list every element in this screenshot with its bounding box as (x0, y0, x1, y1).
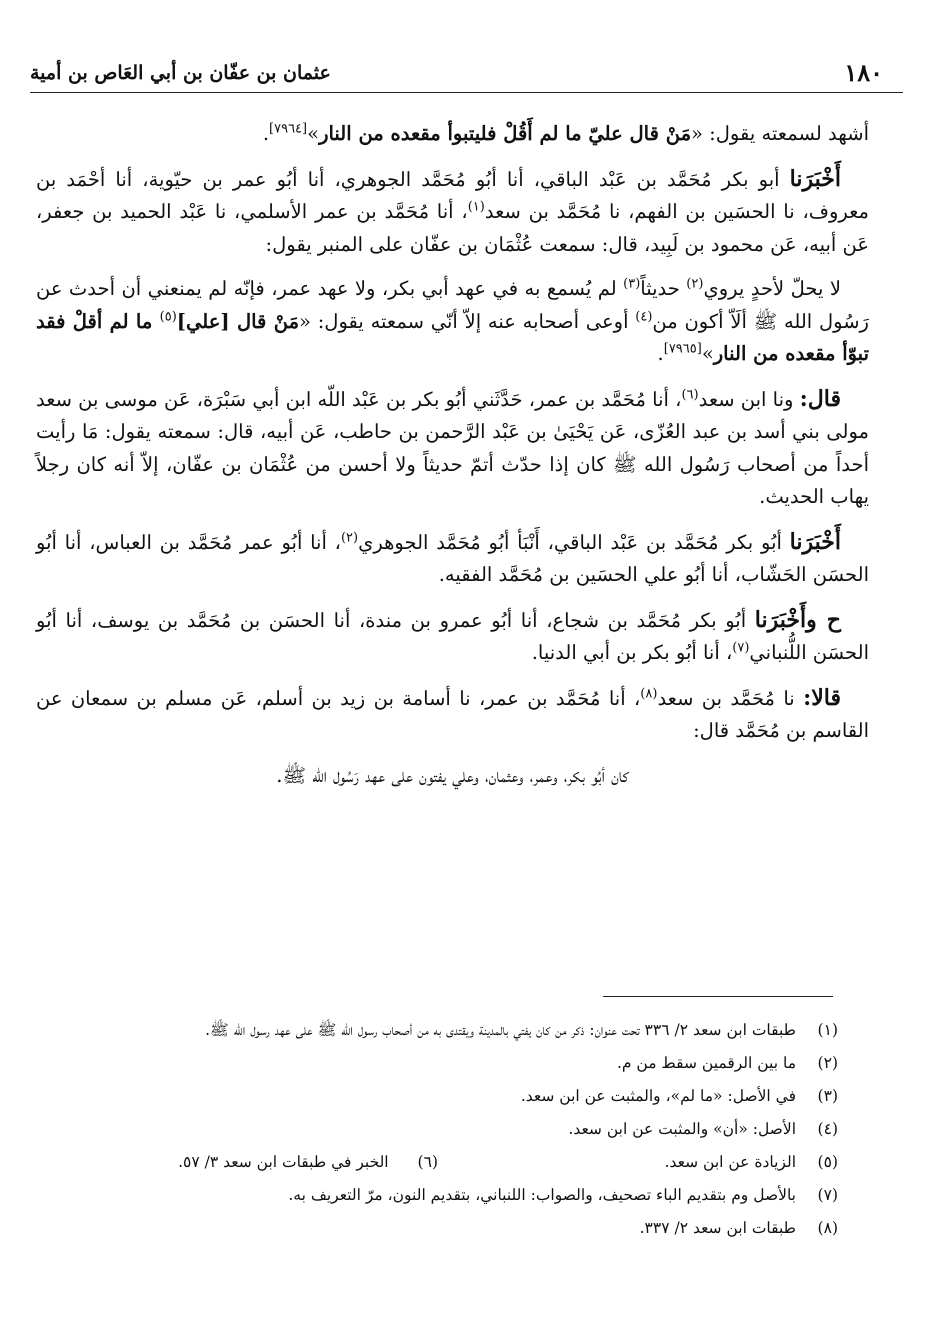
footnote-8 (36, 1214, 838, 1242)
text-segment: . (657, 342, 664, 365)
footnote-marker: (٧) (732, 640, 750, 656)
text-segment: أشهد لسمعته يقول: « (691, 122, 869, 145)
text-segment: » (307, 122, 320, 145)
page-number: ١٨٠ (844, 58, 883, 87)
transmission-keyword: ح وأَخْبَرَنا (754, 606, 841, 633)
text-segment: لا يحلّ لأحدٍ يروي (703, 277, 841, 300)
text-segment: لم يُسمع به في عهد أبي بكر، ولا عهد عمر، فإنّه لم يمنعني أن أحدث عن رَسُول الله ﷺ ألَاّ أكون من (36, 277, 869, 333)
footnote-number: (٢) (817, 1054, 838, 1072)
footnote-text: الزيادة عن ابن سعد. (664, 1153, 796, 1171)
text-segment: ، أنا أبُو بكر بن أبي الدنيا. (531, 641, 733, 664)
page-header (30, 52, 903, 93)
transmission-keyword: أَخْبَرَنا (789, 528, 841, 555)
paragraph-7 (36, 682, 869, 748)
transmission-keyword: قال: (799, 385, 841, 412)
paragraph-6 (36, 604, 869, 670)
footnote-7 (36, 1181, 838, 1209)
text-segment: كان أبُو بكر، وعمر، وعثمان، وعلي يفتون على عهد رَسُول الله ﷺ. (276, 763, 629, 787)
footnote-number: (٨) (817, 1219, 838, 1237)
text-segment: أبو بكر مُحَمَّد بن عَبْد الباقي، أنا أبُو مُحَمَّد الجوهري، أنا أبُو عمر بن حيّوية، أنا أحْمَد بن معروف، نا الحسَين بن الفهم، نا مُحَمَّد بن سعد (36, 167, 869, 223)
text-segment: نا مُحَمَّد بن سعد (657, 686, 804, 710)
text-segment: ، أنا مُحَمَّد بن عمر الأسلمي، نا عَبْد الحميد بن جعفر، عَن أبيه، عَن محمود بن لَبِيد، قال: سمعت عُثْمَان بن عفّان على المنبر يقول: (36, 200, 869, 256)
text-segment: ، أنا أبُو عمر مُحَمَّد بن العباس، أنا أبُو الحسَن الحَشّاب، أنا أبُو علي الحسَين بن مُحَمَّد الفقيه. (36, 530, 869, 586)
text-segment: حديثاً (640, 277, 687, 300)
paragraph-2 (36, 163, 869, 262)
footnotes (36, 1016, 838, 1247)
footnote-text: طبقات ابن سعد ٢/ ٣٣٧. (639, 1219, 796, 1237)
footnote-1 (36, 1016, 838, 1044)
text-segment: . (262, 122, 270, 145)
footnote-2 (36, 1049, 838, 1077)
footnote-number: (٣) (817, 1087, 838, 1105)
footnote-text: الأصل: «أن» والمثبت عن ابن سعد. (568, 1120, 796, 1138)
footnote-text: ما بين الرقمين سقط من م. (616, 1054, 796, 1072)
paragraph-4 (36, 383, 869, 514)
footnote-marker: (٢) (340, 530, 359, 545)
footnote-marker: (٨) (640, 686, 658, 701)
transmission-keyword: قالا: (803, 684, 841, 711)
footnote-marker: (٦) (681, 387, 699, 402)
footnote-marker: (١) (467, 199, 485, 215)
text-segment: ، أنا مُحَمَّد بن عمر، حَدَّثَني أبُو بكر بن عَبْد اللّه ابن أبي سَبْرَة، عَن موسى بن سعد مولى بني أسد بن عبد العُزّى، عَن يَحْيَىٰ بن عَبْد الرَّحمن بن حاطب، عَن أبيه، قال: سمعته يقول: مَا رأيت أحداً من أصحاب رَسُول الله ﷺ كان إذا حدّث أتمّ حديثاً ولا أحسن من عُثْمَان بن عفّان، إلاّ أنه كان رجلاً يهاب الحديث. (36, 387, 869, 508)
footnote-marker: (٥) (159, 309, 177, 324)
hadith-reference-number: [٧٩٦٥] (663, 341, 702, 357)
hadith-quote: مَنْ قال عليّ ما لم أَقُلْ فليتبوأ مقعده من النار (319, 122, 692, 145)
footnote-5 (665, 1148, 838, 1176)
text-segment: ونا ابن سعد (698, 387, 800, 411)
paragraph-5 (36, 526, 869, 592)
text-segment: أبُو بكر مُحَمَّد بن شجاع، أنا أبُو عمرو بن مندة، أنا الحسَن بن مُحَمَّد بن يوسف، أنا أبُو الحسَن اللُّنباني (36, 608, 869, 664)
footnote-text: الخبر في طبقات ابن سعد ٣/ ٥٧. (178, 1153, 389, 1171)
hadith-reference-number: [٧٩٦٤] (269, 121, 308, 137)
footnote-number: (١) (817, 1021, 838, 1039)
footnote-marker: (٣) (623, 276, 641, 292)
paragraph-3 (36, 273, 869, 371)
footnote-marker: (٤) (635, 309, 653, 324)
main-text (36, 118, 869, 804)
text-segment: أبُو بكر مُحَمَّد بن عَبْد الباقي، أَنْبَأ أبُو مُحَمَّد الجوهري (358, 530, 790, 554)
footnote-4 (36, 1115, 838, 1143)
footnote-marker: (٢) (686, 276, 704, 292)
running-title: عثمان بن عفّان بن أبي العَاص بن أمية (30, 62, 331, 84)
paragraph-8 (36, 760, 869, 793)
footnote-number: (٤) (817, 1120, 838, 1138)
footnote-text: طبقات ابن سعد ٢/ ٣٣٦ تحت عنوان: ذكر من كان يفتي بالمدينة ويقتدى به من أصحاب رسول الله ﷺ على عهد رسول الله ﷺ. (205, 1021, 796, 1039)
footnote-text: بالأصل وم بتقديم الباء تصحيف، والصواب: اللنباني، بتقديم النون، مرّ التعريف به. (288, 1186, 796, 1204)
footnote-row-5-6 (36, 1148, 838, 1176)
footnote-6 (178, 1148, 438, 1176)
text-segment: ، أنا مُحَمَّد بن عمر، نا أسامة بن زيد بن أسلم، عَن مسلم بن سمعان عن القاسم بن مُحَمَّد قال: (36, 686, 869, 742)
transmission-keyword: أَخْبَرَنا (789, 165, 841, 192)
paragraph-1 (36, 118, 869, 151)
footnote-text: في الأصل: «ما لم»، والمثبت عن ابن سعد. (520, 1087, 796, 1105)
footnote-number: (٧) (817, 1186, 838, 1204)
hadith-quote: مَنْ قال [علي] (176, 309, 300, 333)
footnote-separator (603, 996, 833, 997)
text-segment: » (701, 342, 714, 365)
hadith-quote: ما لم أقلْ فقد تبوّأ مقعده من النار (36, 309, 869, 365)
footnote-3 (36, 1082, 838, 1110)
text-segment: أوعى أصحابه عنه إلاّ أنّي سمعته يقول: « (299, 309, 636, 333)
footnote-number: (٥) (817, 1153, 838, 1171)
footnote-number: (٦) (417, 1153, 438, 1171)
